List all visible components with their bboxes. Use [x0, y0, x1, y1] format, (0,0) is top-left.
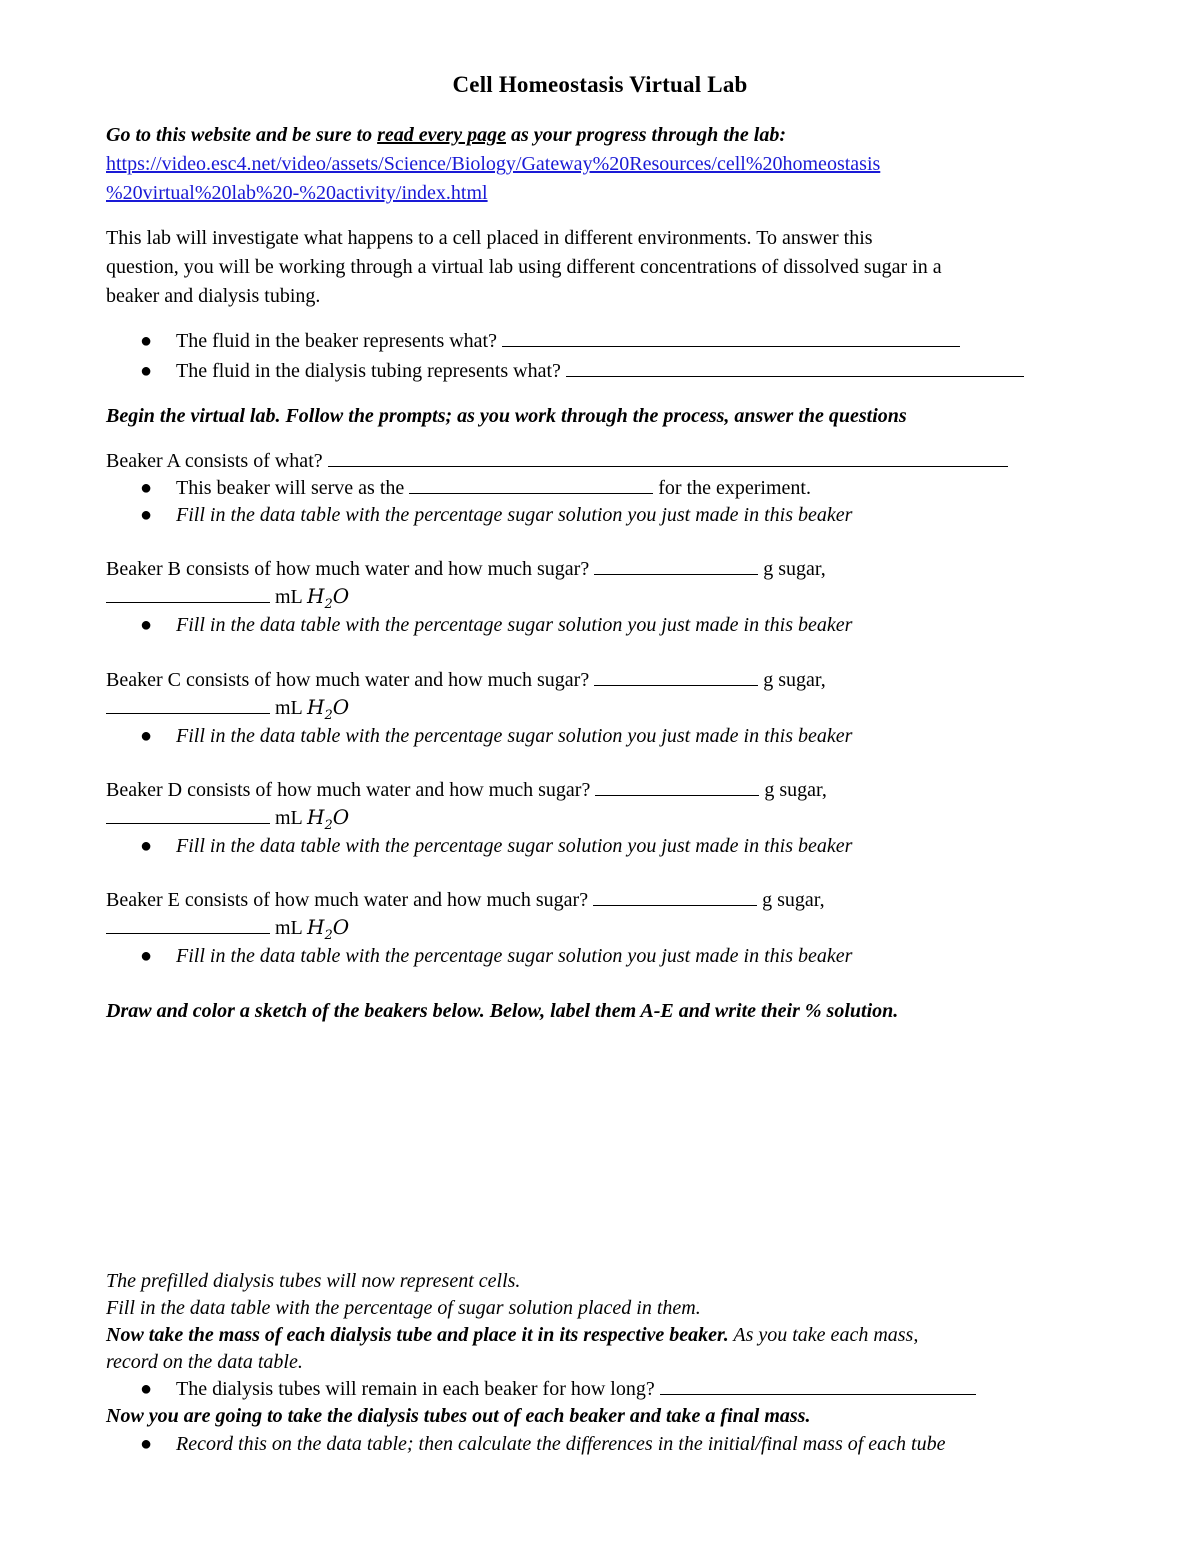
beaker-c-fill-note: Fill in the data table with the percentage sugar solution you just made in this beaker — [176, 725, 853, 747]
beaker-b-question: Beaker B consists of how much water and how much sugar? g sugar, — [106, 558, 826, 580]
lab-url-link[interactable]: https://video.esc4.net/video/assets/Science/Biology/Gateway%20Resources/cell%20homeostasis — [106, 153, 881, 175]
sugar-blank[interactable] — [594, 556, 758, 575]
begin-lab-heading: Begin the virtual lab. Follow the prompts; as you work through the process, answer the questions — [106, 405, 907, 427]
bullet-dot: ● — [140, 945, 153, 967]
bullet-dot: ● — [140, 1378, 153, 1400]
water-blank[interactable] — [106, 584, 270, 603]
beaker-d-question: Beaker D consists of how much water and how much sugar? g sugar, — [106, 779, 827, 801]
draw-sketch-heading: Draw and color a sketch of the beakers below. Below, label them A-E and write their % solution. — [106, 1000, 899, 1022]
tube-duration-question: The dialysis tubes will remain in each beaker for how long? — [176, 1375, 976, 1403]
beaker-a-fill-note: Fill in the data table with the percentage sugar solution you just made in this beaker — [176, 504, 853, 526]
water-formula: $H_2O$ — [307, 695, 350, 723]
beaker-c-question: Beaker C consists of how much water and how much sugar? g sugar, — [106, 669, 826, 691]
intro-paragraph-line-2: question, you will be working through a virtual lab using different concentrations of dissolved sugar in a — [106, 256, 942, 278]
answer-blank[interactable] — [502, 328, 960, 347]
sugar-blank[interactable] — [593, 887, 757, 906]
intro-paragraph-line-3: beaker and dialysis tubing. — [106, 285, 321, 307]
lab-url-line-1[interactable] — [106, 150, 880, 178]
bullet-dot: ● — [140, 360, 153, 382]
final-mass-note: Record this on the data table; then calculate the differences in the initial/final mass of each tube — [176, 1433, 946, 1455]
beaker-e-question: Beaker E consists of how much water and how much sugar? g sugar, — [106, 889, 825, 911]
beaker-e-water: mL $H_2O$ — [106, 913, 349, 950]
website-instruction: Go to this website and be sure to read every page as your progress through the lab: — [106, 124, 787, 146]
page-title: Cell Homeostasis Virtual Lab — [452, 72, 748, 97]
beaker-b-fill-note: Fill in the data table with the percentage sugar solution you just made in this beaker — [176, 614, 853, 636]
answer-blank[interactable] — [409, 475, 653, 494]
answer-blank[interactable] — [328, 448, 1008, 467]
sketch-area[interactable] — [106, 1030, 1096, 1260]
water-formula: $H_2O$ — [307, 915, 350, 943]
closing-line-5: Now you are going to take the dialysis tubes out of each beaker and take a final mass. — [106, 1405, 811, 1427]
bullet-dot: ● — [140, 614, 153, 636]
beaker-a-question: Beaker A consists of what? — [106, 447, 1008, 475]
beaker-d-fill-note: Fill in the data table with the percentage sugar solution you just made in this beaker — [176, 835, 853, 857]
lab-url-link-continued[interactable]: %20virtual%20lab%20-%20activity/index.html — [106, 182, 488, 204]
question-beaker-fluid: The fluid in the beaker represents what? — [176, 327, 960, 355]
water-blank[interactable] — [106, 915, 270, 934]
read-every-page-emphasis: read every page — [377, 124, 506, 146]
answer-blank[interactable] — [566, 358, 1024, 377]
water-formula: $H_2O$ — [307, 805, 350, 833]
lab-url-line-2[interactable] — [106, 179, 488, 207]
answer-blank[interactable] — [660, 1376, 976, 1395]
sugar-blank[interactable] — [595, 777, 759, 796]
question-tubing-fluid: The fluid in the dialysis tubing represents what? — [176, 357, 1024, 385]
beaker-c-water: mL $H_2O$ — [106, 693, 349, 730]
closing-line-3: Now take the mass of each dialysis tube and place it in its respective beaker. As you take each mass, — [106, 1324, 919, 1346]
closing-line-2: Fill in the data table with the percentage of sugar solution placed in them. — [106, 1297, 701, 1319]
bullet-dot: ● — [140, 725, 153, 747]
closing-line-1: The prefilled dialysis tubes will now represent cells. — [106, 1270, 521, 1292]
water-blank[interactable] — [106, 805, 270, 824]
beaker-a-serve: This beaker will serve as the for the experiment. — [176, 477, 811, 499]
beaker-b-water: mL $H_2O$ — [106, 582, 349, 619]
water-formula: $H_2O$ — [307, 584, 350, 612]
bullet-dot: ● — [140, 330, 153, 352]
closing-line-4: record on the data table. — [106, 1351, 303, 1373]
bullet-dot: ● — [140, 504, 153, 526]
beaker-e-fill-note: Fill in the data table with the percentage sugar solution you just made in this beaker — [176, 945, 853, 967]
beaker-d-water: mL $H_2O$ — [106, 803, 349, 840]
bullet-dot: ● — [140, 835, 153, 857]
sugar-blank[interactable] — [594, 667, 758, 686]
intro-paragraph-line-1: This lab will investigate what happens to a cell placed in different environments. To answer this — [106, 227, 873, 249]
bullet-dot: ● — [140, 1433, 153, 1455]
bullet-dot: ● — [140, 477, 153, 499]
water-blank[interactable] — [106, 695, 270, 714]
